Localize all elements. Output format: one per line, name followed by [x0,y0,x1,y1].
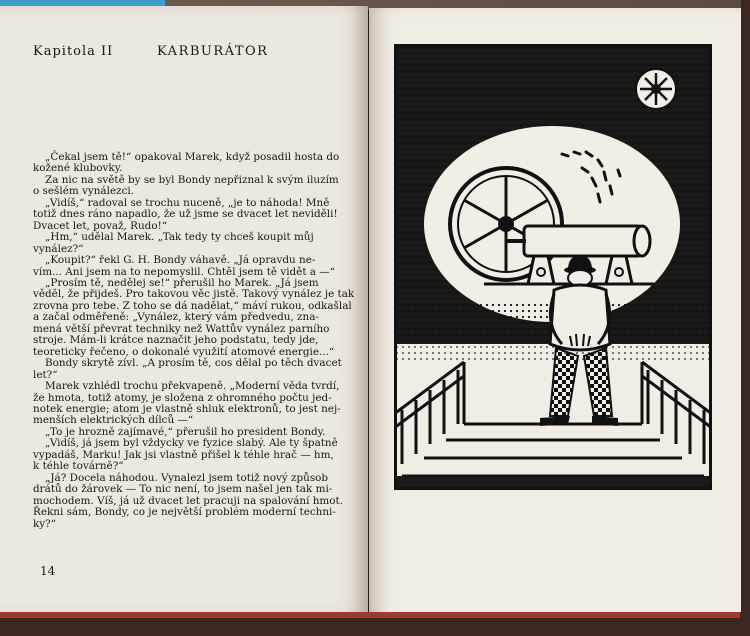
text-line: mená větší převrat techniky než Wattův vynález parního [33,322,330,335]
bottom-binding-edge [0,612,750,636]
text-line: Dvacet let, považ, Rudo!“ [33,219,168,232]
chapter-label: Kapitola II [33,44,114,59]
text-line: Bondy skrytě zívl. „A prosím tě, cos dělal po těch dvacet [45,357,342,370]
text-line: totiž dnes ráno napadlo, že už jsme se dvacet let neviděli! [33,208,338,221]
text-line: kožené klubovky. [33,162,123,175]
text-line: teoreticky řečeno, o dokonalé využití atomové energie...“ [33,345,335,358]
chapter-title: KARBURÁTOR [157,44,269,59]
text-line: vím... Ani jsem na to nepomyslil. Chtěl jsem tě vidět a —“ [33,265,335,278]
text-line: „Koupit?“ řekl G. H. Bondy váhavě. „Já opravdu ne- [45,254,316,267]
text-line: mochodem. Víš, já už dvacet let pracuji na spalování hmot. [33,494,343,507]
text-line: vypadáš, Marku! Jak jsi vlastně přišel k téhle hrač — hm, [33,448,334,461]
body-text [33,151,355,530]
text-line: „To je hrozně zajímavé,“ přerušil ho president Bondy. [45,425,326,438]
text-line: „Já? Docela náhodou. Vynalezl jsem totiž nový způsob [45,471,329,484]
spotlight [424,126,680,322]
left-page [0,6,368,614]
text-line: Řekni sám, Bondy, co je největší problém moderní techni- [33,506,336,519]
right-binding-edge [741,0,750,636]
sun-icon [636,69,676,109]
text-line: let?“ [33,368,58,381]
carburetor-illustration [394,44,712,490]
text-line: „Hm,“ udělal Marek. „Tak tedy ty chceš koupit můj [45,231,314,244]
steps [402,424,704,476]
left-railing [394,362,464,464]
text-line: „Vidíš,“ radoval se trochu nuceně, „je to náhoda! Mně [45,196,330,209]
text-line: „Čekal jsem tě!“ opakoval Marek, když posadil hosta do [45,151,340,163]
text-line: „Vidíš, já jsem byl vždycky ve fyzice slabý. Ale ty špatně [45,437,338,450]
page-edge-stripe [0,612,740,618]
right-railing [642,362,712,464]
text-line: menších elektrických dílců —“ [33,414,194,427]
text-line: ky?“ [33,517,57,530]
text-line: k téhle továrně?“ [33,460,124,473]
text-line: notek energie; atom je vlastně shluk elektronů, to jest nej- [33,402,341,415]
text-line: věděl, že přijdeš. Pro takovou věc jistě. Takový vynález je tak [33,288,355,301]
text-line: o sešlém vynálezci. [33,185,135,198]
text-line: že hmota, totiž atomy, je složena z ohromného počtu jed- [33,391,332,404]
text-line: Za nic na světě by se byl Bondy nepřiznal k svým iluzím [45,173,339,186]
page-number: 14 [40,564,56,578]
text-line: a začal odměřeně: „Vynález, který vám předvedu, zna- [33,311,319,324]
text-line: Marek vzhlédl trochu překvapeně. „Moderní věda tvrdí, [45,380,340,393]
text-line: „Prosím tě, nedělej se!“ přerušil ho Marek. „Já jsem [45,276,319,289]
text-line: vynález?“ [33,242,84,255]
text-line: stroje. Mám-li krátce naznačit jeho podstatu, tedy jde, [33,334,319,347]
text-line: zrovna pro tebe. Z toho se dá nadělat,“ máví rukou, odkašlal [33,299,352,312]
text-line: drátů do žárovek — To nic není, to jsem našel jen tak mi- [33,483,333,496]
